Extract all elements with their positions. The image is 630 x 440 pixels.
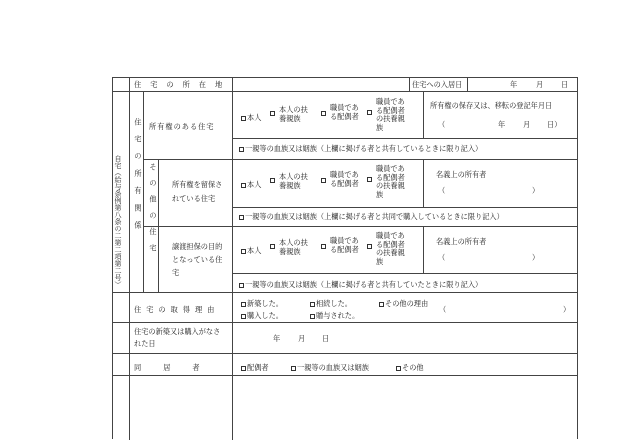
newbuild-date-label-2: れた日: [134, 339, 156, 348]
registration-open: （: [438, 120, 446, 129]
checkbox[interactable]: [241, 116, 246, 121]
registration-month: 月: [523, 120, 531, 129]
checkbox[interactable]: [270, 178, 275, 183]
checkbox[interactable]: [270, 111, 275, 116]
checkbox[interactable]: [321, 111, 326, 116]
collateral-nominal-label: 名義上の所有者: [436, 237, 487, 246]
registration-label: 所有権の保存又は、移転の登記年月日: [430, 101, 553, 110]
movein-label: 住宅への入居日: [412, 80, 463, 89]
retained-paren-open: （: [438, 186, 446, 195]
checkbox[interactable]: [241, 366, 246, 371]
checkbox[interactable]: [367, 177, 372, 182]
address-label: 住宅の所在地: [134, 80, 232, 89]
checkbox[interactable]: [241, 314, 246, 319]
acq-paren-open: （: [439, 305, 447, 314]
retained-label-2: れている住宅: [172, 194, 216, 203]
acq-inherited[interactable]: 相続した。: [310, 299, 352, 308]
retained-paren-close: ）: [532, 186, 540, 195]
retained-label-1: 所有権を留保さ: [172, 180, 223, 189]
checkbox[interactable]: [367, 244, 372, 249]
acquisition-label: 住宅の取得理由: [134, 305, 220, 314]
cohab-relative[interactable]: 一親等の血族又は姻族: [291, 363, 369, 372]
collateral-label-1: 譲渡担保の目的: [172, 242, 223, 251]
movein-year: 年: [510, 80, 518, 89]
checkbox[interactable]: [310, 302, 315, 307]
checkbox[interactable]: [241, 183, 246, 188]
checkbox[interactable]: [379, 302, 384, 307]
checkbox[interactable]: [239, 215, 244, 220]
acq-purchased[interactable]: 購入した。: [241, 311, 283, 320]
acq-gifted[interactable]: 贈与された。: [310, 311, 359, 320]
collateral-label-3: 宅: [172, 268, 180, 277]
collateral-shared-option[interactable]: 一親等の血族又は姻族（上欄に掲げる者と共有していたときに限り記入）: [239, 280, 482, 289]
cohabitant-label: 同居者: [134, 363, 222, 372]
acq-paren-close: ）: [563, 305, 571, 314]
cohab-other[interactable]: その他: [396, 363, 424, 372]
other-housing-vertical-label: その他の住宅: [149, 163, 158, 261]
retained-shared-option[interactable]: 一親等の血族又は姻族（上欄に掲げる者と共同で購入しているときに限り記入）: [239, 212, 504, 221]
movein-day: 日: [561, 80, 569, 89]
checkbox[interactable]: [239, 283, 244, 288]
checkbox[interactable]: [321, 178, 326, 183]
checkbox[interactable]: [321, 244, 326, 249]
acq-other[interactable]: その他の理由: [379, 299, 428, 308]
newbuild-day: 日: [322, 334, 330, 343]
checkbox[interactable]: [241, 302, 246, 307]
collateral-label-2: となっている住: [172, 255, 223, 264]
checkbox[interactable]: [310, 314, 315, 319]
newbuild-year: 年: [273, 334, 281, 343]
cohab-spouse[interactable]: 配偶者: [241, 363, 269, 372]
owned-shared-option[interactable]: 一親等の血族又は姻族（上欄に掲げる者と共有しているときに限り記入）: [239, 144, 482, 153]
registration-year: 年: [498, 120, 506, 129]
checkbox[interactable]: [396, 366, 401, 371]
registration-day: 日）: [547, 120, 562, 129]
retained-opt-self[interactable]: 本人: [241, 180, 261, 189]
newbuild-month: 月: [298, 334, 306, 343]
checkbox[interactable]: [270, 244, 275, 249]
checkbox[interactable]: [367, 110, 372, 115]
checkbox[interactable]: [241, 249, 246, 254]
newbuild-date-label-1: 住宅の新築又は購入がなさ: [134, 327, 221, 336]
checkbox[interactable]: [239, 147, 244, 152]
collateral-paren-open: （: [438, 253, 446, 262]
owned-label: 所有権のある住宅: [149, 122, 215, 131]
owned-opt-self[interactable]: 本人: [241, 113, 261, 122]
retained-nominal-label: 名義上の所有者: [436, 170, 487, 179]
collateral-paren-close: ）: [532, 253, 540, 262]
checkbox[interactable]: [291, 366, 296, 371]
side-label: 自宅（給与条例第八条の二第二項第二号）: [114, 155, 122, 288]
collateral-opt-self[interactable]: 本人: [241, 246, 261, 255]
movein-month: 月: [536, 80, 544, 89]
housing-vertical-label: 住宅の所有関係: [134, 118, 143, 239]
acq-new-build[interactable]: 新築した。: [241, 299, 283, 308]
